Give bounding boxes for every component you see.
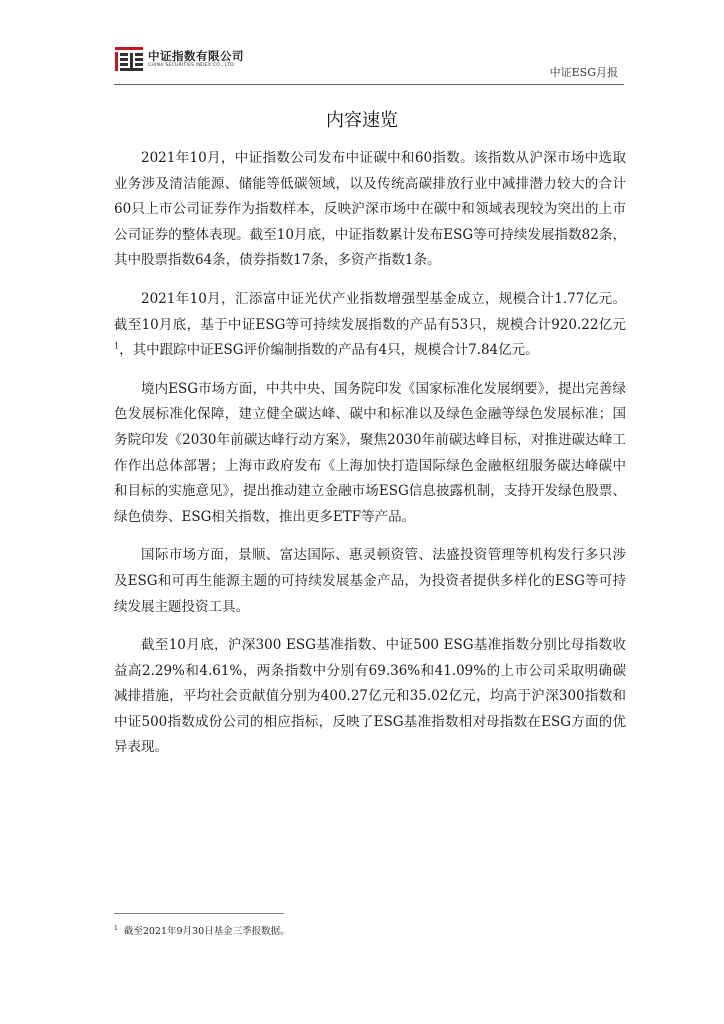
footnote-reference[interactable]: 1 [114,341,120,351]
footnote-text: 截至2021年9月30日基金三季报数据。 [123,926,290,937]
csi-logo-icon [114,46,144,72]
main-content [114,146,626,774]
paragraph-domestic-market: 境内ESG市场方面，中共中央、国务院印发《国家标准化发展纲要》，提出完善绿色发展标准化保障，建立健全碳达峰、碳中和标准以及绿色金融等绿色发展标准；国务院印发《2030年前碳达峰行动方案》，聚焦2030年前碳达峰目标，对推进碳达峰工作作出总体部署；上海市政府发布《上海加快打造国际绿色金融枢纽服务碳达峰碳中和目标的实施意见》，提出推动建立金融市场ESG信息披露机制，支持开发绿色股票、绿色债券、ESG相关指数，推出更多ETF等产品。 [114,380,626,525]
paragraph-products-part2: ，其中跟踪中证ESG评价编制指数的产品有4只，规模合计7.84亿元。 [119,342,539,359]
footnote-mark: 1 [114,924,118,932]
paragraph-products-part1: 2021年10月，汇添富中证光伏产业指数增强型基金成立，规模合计1.77亿元。截至10月底，基于中证ESG等可持续发展指数的产品有53只，规模合计920.22亿元 [114,290,626,333]
header-divider [114,84,624,85]
page-title: 内容速览 [326,110,398,131]
paragraph-products [114,287,626,364]
paragraph-carbon-neutral-index: 2021年10月，中证指数公司发布中证碳中和60指数。该指数从沪深市场中选取业务涉及清洁能源、储能等低碳领域，以及传统高碳排放行业中减排潜力较大的合计60只上市公司证券作为指数样本，反映沪深市场中在碳中和领域表现较为突出的上市公司证券的整体表现。截至10月底，中证指数累计发布ESG等可持续发展指数82条，其中股票指数64条，债券指数17条，多资产指数1条。 [114,150,626,269]
company-logo [114,46,244,72]
footnote-divider [114,913,284,914]
page-header [114,46,624,82]
report-name: 中证ESG月报 [549,66,618,79]
paragraph-international-market: 国际市场方面，景顺、富达国际、惠灵顿资管、法盛投资管理等机构发行多只涉及ESG和可再生能源主题的可持续发展基金产品，为投资者提供多样化的ESG等可持续发展主题投资工具。 [114,547,626,615]
company-name-en: CHINA SECURITIES INDEX CO., LTD. [148,62,236,68]
company-name-cn: 中证指数有限公司 [148,48,244,63]
footnote [114,923,290,937]
paragraph-index-performance: 截至10月底，沪深300 ESG基准指数、中证500 ESG基准指数分别比母指数收益高2.29%和4.61%，两条指数中分别有69.36%和41.09%的上市公司采取明确碳减排措施，平均社会贡献值分别为400.27亿元和35.02亿元，均高于沪深300指数和中证500指数成份公司的相应指标，反映了ESG基准指数相对母指数在ESG方面的优异表现。 [114,637,626,756]
